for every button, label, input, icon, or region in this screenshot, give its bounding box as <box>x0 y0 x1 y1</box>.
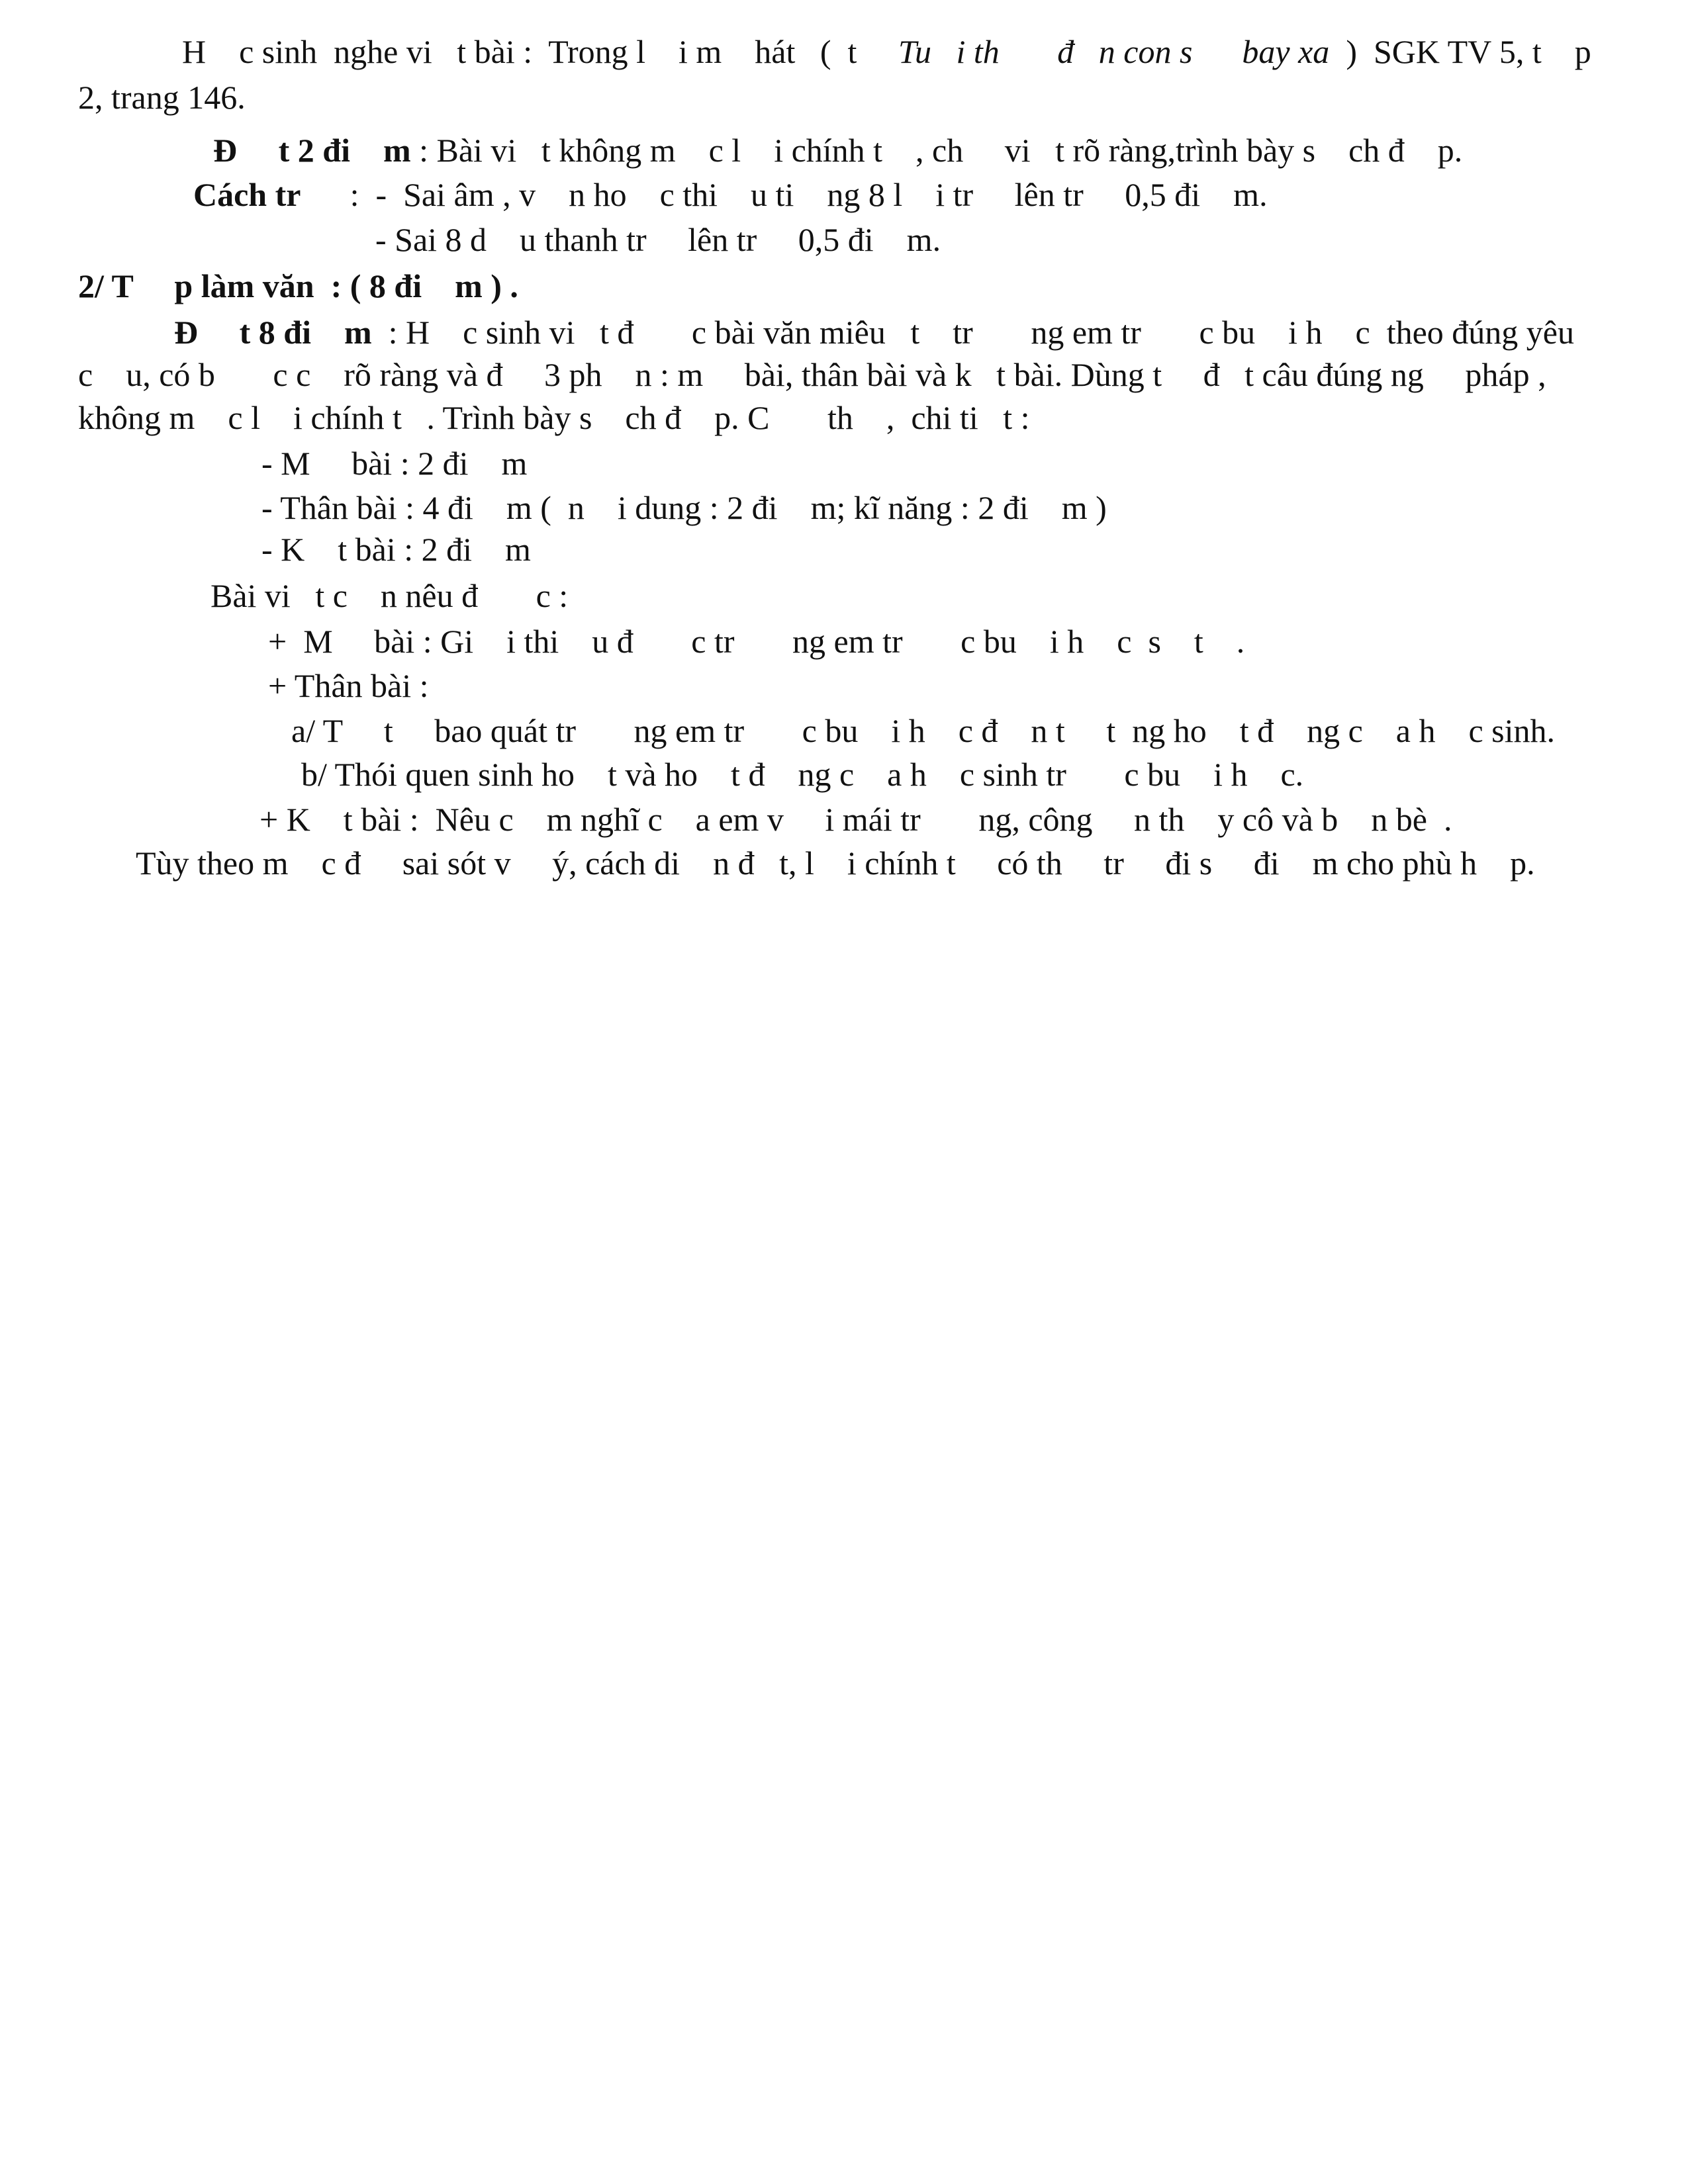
essay-criteria-line-2: c u, có b c c rõ ràng và đ 3 ph n : m bài, thân bài và k t bài. Dùng t đ t câu đúng ng pháp , <box>78 356 1546 393</box>
dictation-intro-text: H c sinh nghe vi t bài : Trong l i m hát ( t <box>182 33 898 70</box>
essay-criteria-text: : H c sinh vi t đ c bài văn miêu t tr ng em tr c bu i h c theo đúng yêu <box>371 314 1574 351</box>
dictation-grading-label: Đ t 2 đi m <box>213 132 411 169</box>
deduction-rule-2: - Sai 8 d u thanh tr lên tr 0,5 đi m. <box>375 221 941 258</box>
outline-heading: Bài vi t c n nêu đ c : <box>211 577 569 614</box>
dictation-grading <box>213 130 1462 170</box>
score-opening: - M bài : 2 đi m <box>261 445 528 482</box>
dictation-intro-line <box>182 32 1591 71</box>
score-body: - Thân bài : 4 đi m ( n i dung : 2 đi m; kĩ năng : 2 đi m ) <box>261 489 1107 526</box>
deduction-line-1 <box>193 175 1268 214</box>
dictation-grading-text: : Bài vi t không m c l i chính t , ch vi t rõ ràng,trình bày s ch đ p. <box>410 132 1463 169</box>
section-heading: 2/ T p làm văn : ( 8 đi m ) . <box>78 267 518 304</box>
song-title: Tu i th đ n con s bay xa <box>898 33 1330 70</box>
deduction-label: Cách tr <box>193 176 342 213</box>
final-note: Tùy theo m c đ sai sót v ý, cách di n đ t, l i chính t có th tr đi s đi m cho phù h p. <box>136 844 1535 882</box>
outline-opening: + M bài : Gi i thi u đ c tr ng em tr c bu i h c s t . <box>268 623 1245 660</box>
outline-body-a: a/ T t bao quát tr ng em tr c bu i h c đ n t t ng ho t đ ng c a h c sinh. <box>291 712 1556 749</box>
essay-criteria-line-3: không m c l i chính t . Trình bày s ch đ p. C th , chi ti t : <box>78 399 1030 436</box>
outline-body-b: b/ Thói quen sinh ho t và ho t đ ng c a h c sinh tr c bu i h c. <box>301 756 1304 793</box>
deduction-rule-1: : - Sai âm , v n ho c thi u ti ng 8 l i tr lên tr 0,5 đi m. <box>342 176 1268 213</box>
outline-closing: + K t bài : Nêu c m nghĩ c a em v i mái tr ng, công n th y cô và b n bè . <box>259 801 1452 838</box>
score-closing: - K t bài : 2 đi m <box>261 531 531 568</box>
essay-criteria-label: Đ t 8 đi m <box>174 314 372 351</box>
dictation-intro-source: ) SGK TV 5, t p <box>1329 33 1591 70</box>
essay-criteria-line-1 <box>174 312 1574 352</box>
outline-body: + Thân bài : <box>268 667 429 704</box>
dictation-intro-line-2: 2, trang 146. <box>78 79 246 116</box>
